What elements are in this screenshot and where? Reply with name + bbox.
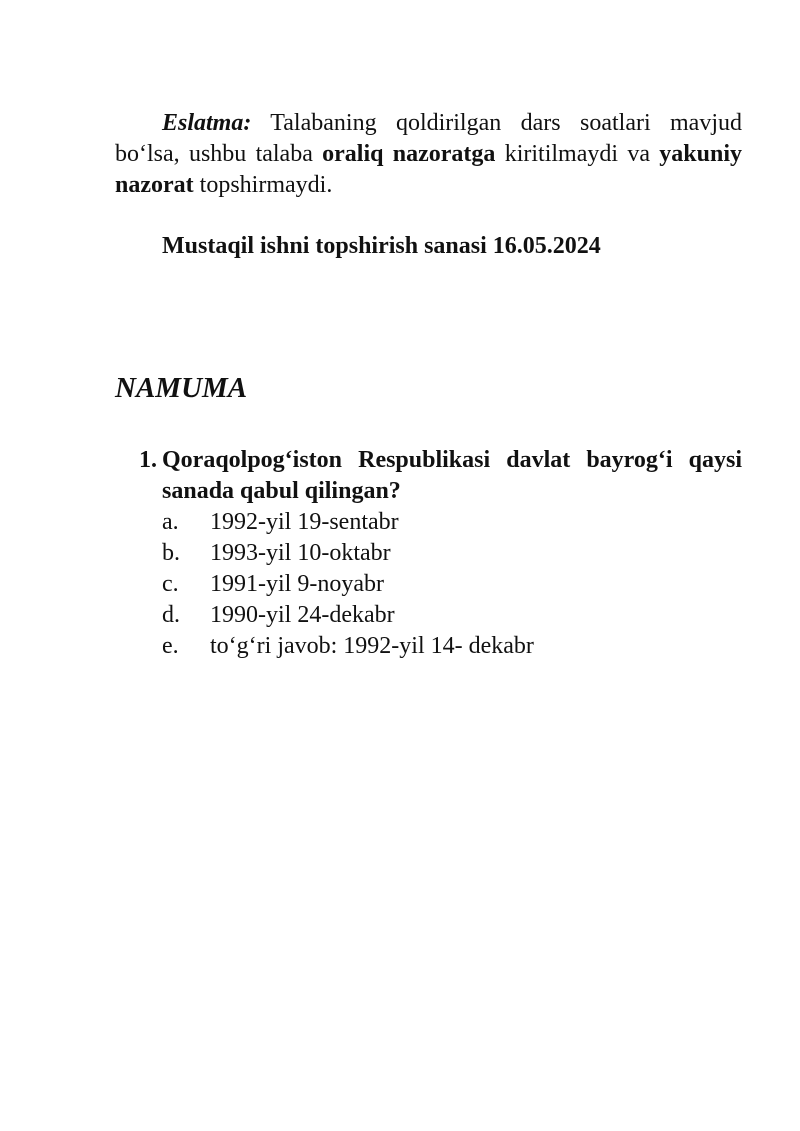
note-bold-final: yakuniy nazorat xyxy=(115,141,742,198)
note-paragraph xyxy=(115,108,742,201)
note-text-3: topshirmaydi. xyxy=(193,172,333,198)
option-text: 1992-yil 19-sentabr xyxy=(210,509,399,535)
note-bold-midterm: oraliq nazoratga xyxy=(322,141,496,167)
option-letter: c. xyxy=(162,571,179,597)
question-text: Qoraqolpog‘iston Respublikasi davlat bayrog‘i qaysi sanada qabul qilingan? xyxy=(162,447,742,504)
option-letter: b. xyxy=(162,540,180,566)
question-block xyxy=(139,445,742,507)
option-text: 1993-yil 10-oktabr xyxy=(210,540,391,566)
answer-option xyxy=(162,569,534,600)
answer-options xyxy=(162,507,534,662)
option-letter: d. xyxy=(162,602,180,628)
option-letter: a. xyxy=(162,509,179,535)
note-text-2: kiritilmaydi va xyxy=(495,141,660,167)
option-text: 1990-yil 24-dekabr xyxy=(210,602,395,628)
submission-deadline: Mustaqil ishni topshirish sanasi 16.05.2024 xyxy=(162,233,601,259)
question-number: 1. xyxy=(139,447,157,473)
answer-option xyxy=(162,507,534,538)
answer-option xyxy=(162,538,534,569)
option-text: 1991-yil 9-noyabr xyxy=(210,571,384,597)
note-label: Eslatma: xyxy=(162,110,252,136)
section-title: NAMUMA xyxy=(115,372,248,404)
note-text-1: Talabaning qoldirilgan dars soatlari mavjud bo‘lsa, ushbu talaba xyxy=(115,110,742,167)
answer-option xyxy=(162,631,534,662)
answer-option xyxy=(162,600,534,631)
option-letter: e. xyxy=(162,633,179,659)
option-text: to‘g‘ri javob: 1992-yil 14- dekabr xyxy=(210,633,534,659)
